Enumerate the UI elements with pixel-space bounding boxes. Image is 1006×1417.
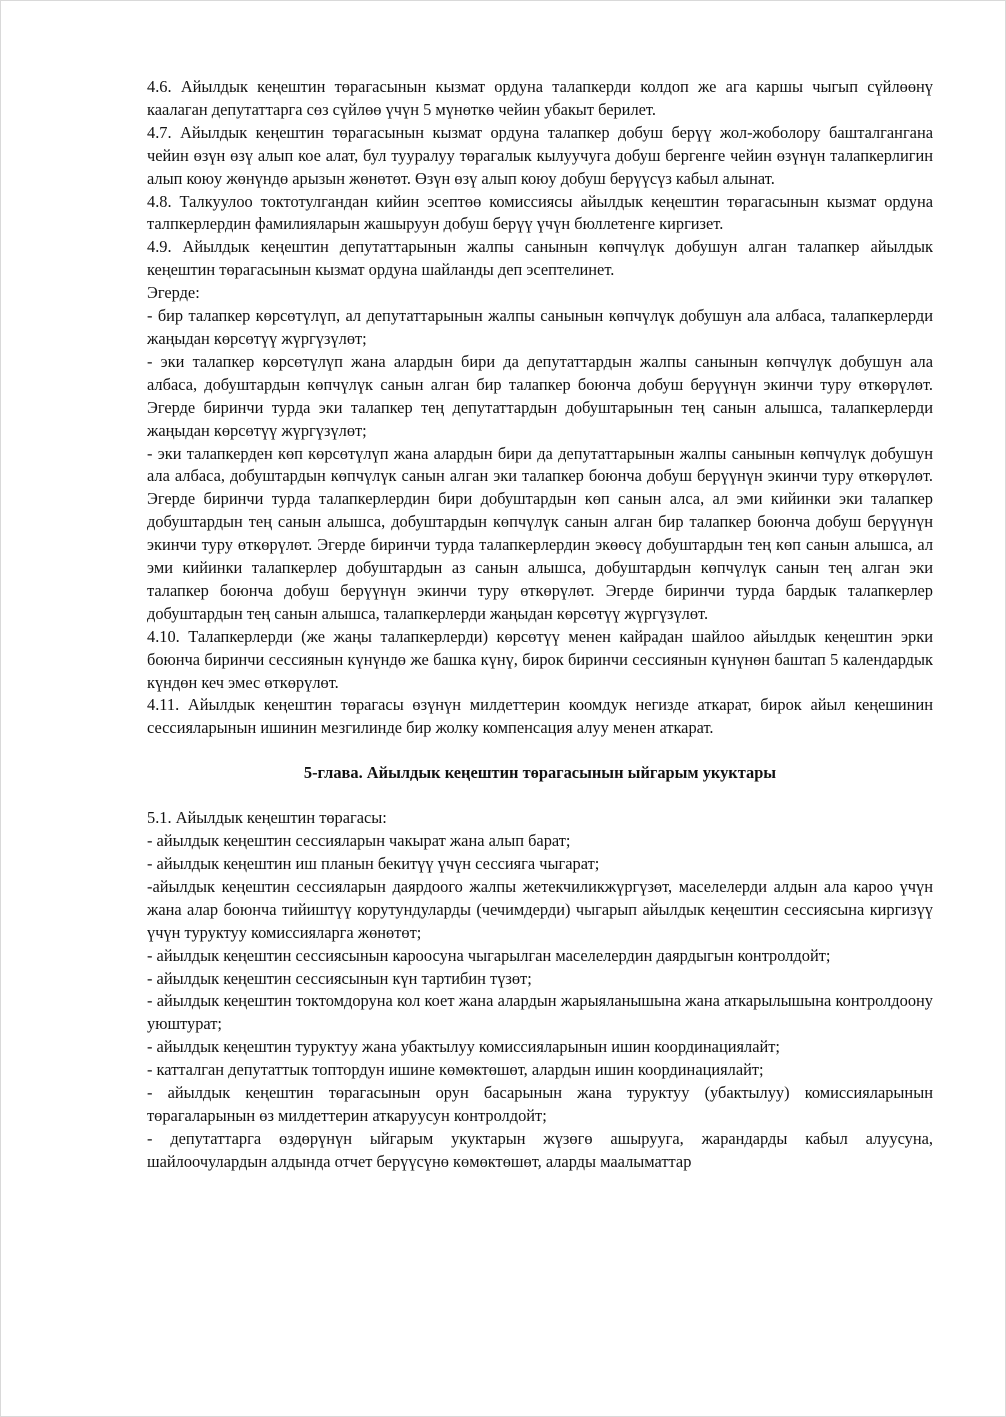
paragraph-4-11: 4.11. Айылдык кеңештин төрагасы өзүнүн милдеттерин коомдук негизде аткарат, бирок айыл кеңешинин сессияларынын ишинин мезгилинде бир жолку компенсация алуу менен аткарат. [147, 695, 933, 738]
paragraph-case-one-candidate: - бир талапкер көрсөтүлүп, ал депутаттарынын жалпы санынын көпчүлүк добушун ала албаса, талапкерлерди жаңыдан көрсөтүү жүргүзүлөт; [147, 306, 933, 348]
section-spacer [147, 785, 933, 807]
paragraph-5-1: 5.1. Айылдык кеңештин төрагасы: [147, 808, 387, 828]
paragraph-case-many-candidates: - эки талапкерден көп көрсөтүлүп жана алардын бири да депутаттарынын жалпы санынын көпчүлүк добушун ала албаса, добуштардын көпчүлүк санын алган эки талапкер боюнча добуш берүүнүн экинчи туру өткөрүлөт. Эгерде биринчи турда талапкерлердин бири добуштардын көп санын алса, ал эми кийинки эки талапкер добуштардын тең санын алышса, добуштардын көпчүлүк санын алган бир талапкер боюнча добуш берүүнүн экинчи туру өткөрүлөт. Эгерде биринчи турда талапкерлердин экөөсү добуштардын тең көп санын алышса, ал эми кийинки талапкерлер добуштардын аз санын алышса, добуштардын көпчүлүк санын тең алган эки талапкер боюнча добуш берүүнүн экинчи туру өткөрүлөт. Эгерде биринчи турда бардык талапкерлер добуштардын тең санын алышса, талапкерлерди жаңыдан көрсөтүү жүргүзүлөт. [147, 443, 933, 623]
list-item: - айылдык кеңештин туруктуу жана убактылуу комиссияларынын ишин координациялайт; [147, 1037, 780, 1057]
document-body [147, 76, 933, 1174]
list-item: - айылдык кеңештин сессиясынын кароосуна чыгарылган маселелердин даярдыгын контролдойт; [147, 945, 831, 965]
list-item: -айылдык кеңештин сессияларын даярдоого жалпы жетекчиликжүргүзөт, маселелерди алдын ала карoo үчүн жана алар боюнча тийиштүү корутундуларды (чечимдерди) чыгарып айылдык кеңештин сессиясына киргизүү үчүн туруктуу комиссияларга жөнөтөт; [147, 876, 933, 942]
section-spacer [147, 740, 933, 762]
chapter-5-title: 5-глава. Айылдык кеңештин төрагасынын ыйгарым укуктары [303, 763, 777, 783]
list-item: - айылдык кеңештин сессиясынын күн тартибин түзөт; [147, 968, 532, 988]
paragraph-if-label: Эгерде: [147, 283, 200, 303]
list-item: - катталган депутаттык топтордун ишине көмөктөшөт, алардын ишин координациялайт; [147, 1060, 764, 1080]
list-item: - айылдык кеңештин иш планын бекитүү үчүн сессияга чыгарат; [147, 854, 600, 873]
list-item: - депутаттарга өздөрүнүн ыйгарым укуктарын жүзөгө ашырууга, жарандарды кабыл алуусуна, шайлоочулардын алдында отчет берүүсүнө көмөктөшөт, аларды маалыматтар [147, 1128, 933, 1171]
paragraph-4-9: 4.9. Айылдык кеңештин депутаттарынын жалпы санынын көпчүлүк добушун алган талапкер айылдык кеңештин төрагасынын кызмат ордуна шайланды деп эсептелинет. [147, 237, 933, 280]
paragraph-4-8: 4.8. Талкуулоо токтотулгандан кийин эсептөө комиссиясы айылдык кеңештин төрагасынын кызмат ордуна талпкерлердин фамилияларын жашыруун добуш берүү үчүн бюллетенге киргизет. [147, 191, 933, 234]
list-item: - айылдык кеңештин токтомдоруна кол коет жана алардын жарыяланышына жана аткарылышына контролдоону уюштурат; [147, 991, 933, 1034]
paragraph-4-7: 4.7. Айылдык кеңештин төрагасынын кызмат ордуна талапкер добуш берүү жол-жоболору башталгангана чейин өзүн өзү алып кое алат, бул тууралуу төрагалык кылуучуга добуш бергенге чейин өзүнүн талапкерлигин алып коюу жөнүндө арызын жөнөтөт. Өзүн өзү алып коюу добуш берүүсүз кабыл алынат. [147, 122, 933, 188]
paragraph-case-two-candidates: - эки талапкер көрсөтүлүп жана алардын бири да депутаттардын жалпы санынын көпчүлүк добушун ала албаса, добуштардын көпчүлүк санын алган бир талапкер боюнча добуш берүүнүн экинчи туру өткөрүлөт. Эгерде биринчи турда эки талапкер тең депутаттардын добуштарынын тең санын алышса, талапкерлерди жаңыдан көрсөтүү жүргүзүлөт; [147, 351, 933, 440]
paragraph-4-10: 4.10. Талапкерлерди (же жаңы талапкерлерди) көрсөтүү менен кайрадан шайлоо айылдык кеңештин эрки боюнча биринчи сессиянын күнүндө же башка күнү, бирок биринчи сессиянын күнүнөн баштап 5 календардык күндөн кеч эмес өткөрүлөт. [147, 626, 933, 692]
list-item: - айылдык кеңештин төрагасынын орун басарынын жана туруктуу (убактылуу) комиссияларынын төрагаларынын өз милдеттерин аткаруусун контролдойт; [147, 1083, 933, 1125]
paragraph-4-6: 4.6. Айылдык кеңештин төрагасынын кызмат ордуна талапкерди колдоп же ага каршы чыгып сүйлөөнү каалаган депутаттарга сөз сүйлөө үчүн 5 мүнөткө чейин убакыт берилет. [147, 77, 933, 119]
list-item: - айылдык кеңештин сессияларын чакырат жана алып барат; [147, 831, 571, 851]
